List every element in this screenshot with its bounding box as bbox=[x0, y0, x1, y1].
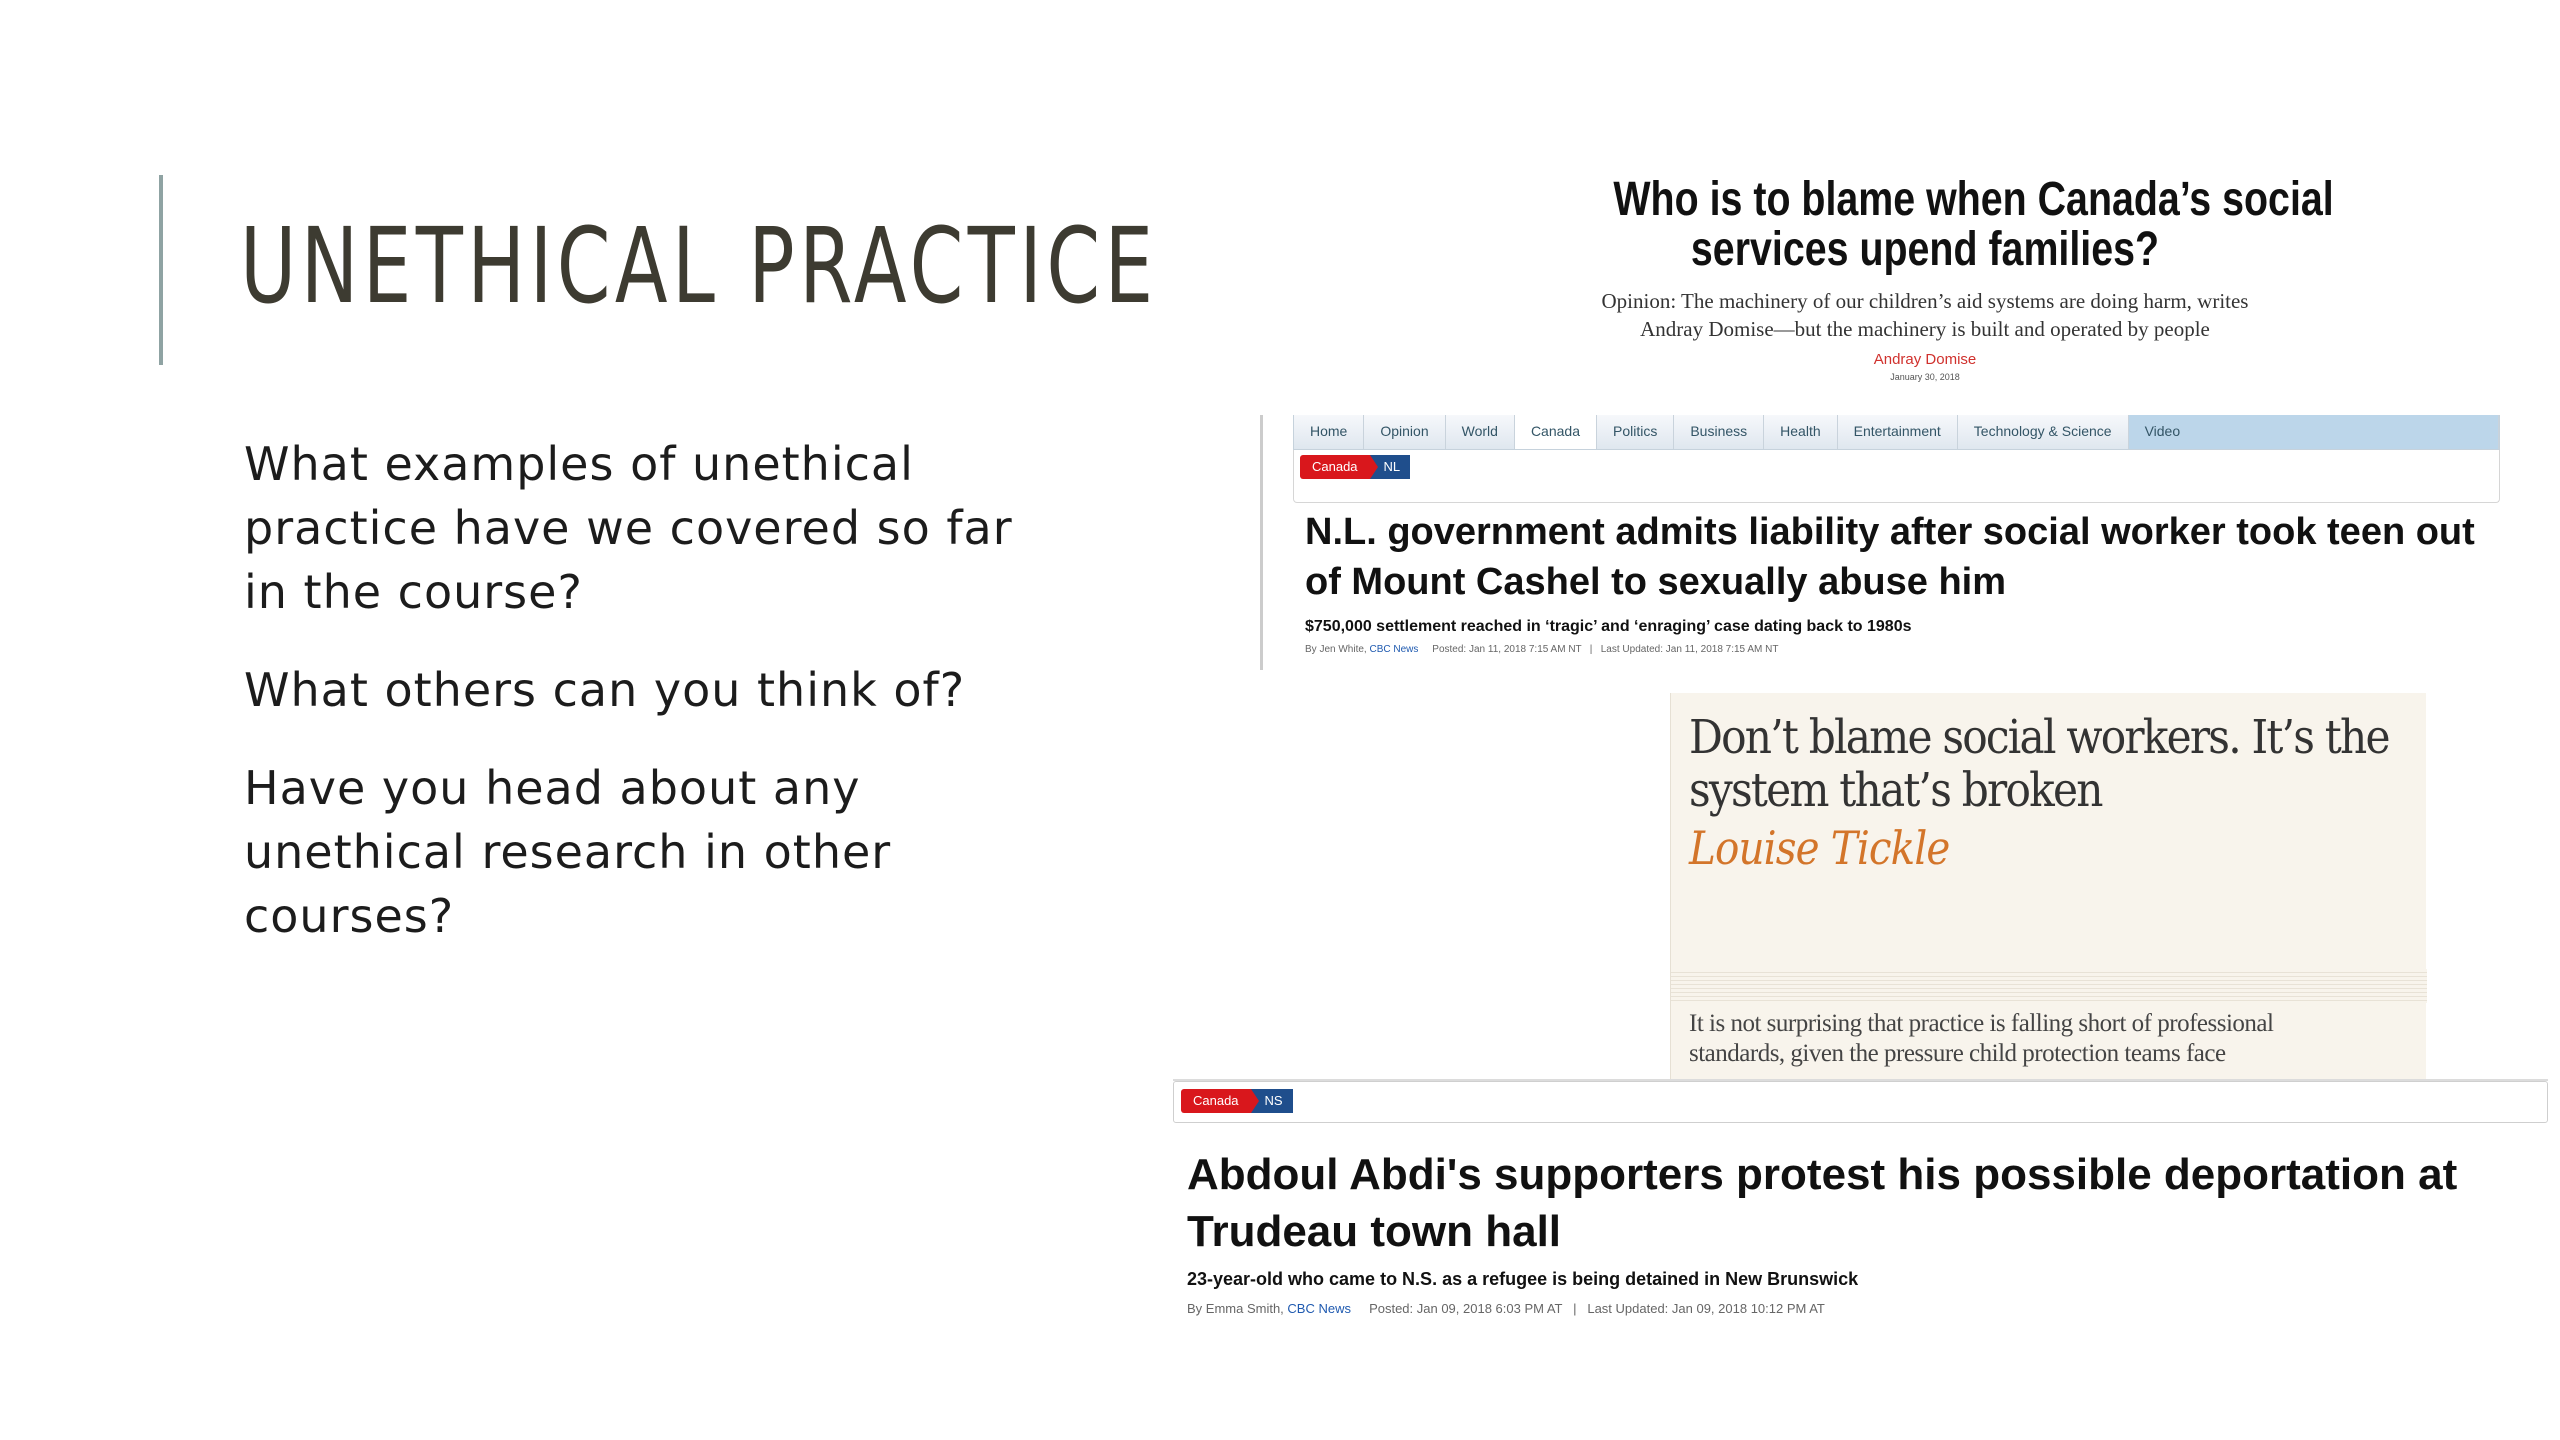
breadcrumb-region[interactable]: NS bbox=[1251, 1089, 1293, 1113]
breadcrumb-bar bbox=[1293, 450, 2500, 503]
nav-item-video[interactable]: Video bbox=[2129, 415, 2499, 449]
article-byline: By Jen White, CBC News Posted: Jan 11, 2018 7:15 AM NT | Last Updated: Jan 11, 2018 7:15 AM NT bbox=[1305, 644, 1779, 655]
title-accent-rule bbox=[159, 175, 163, 365]
headline-line: system that’s broken bbox=[1689, 763, 2102, 818]
article-deck bbox=[1545, 287, 2305, 343]
article-author: Louise Tickle bbox=[1689, 821, 1950, 875]
headline-line: Don’t blame social workers. It’s the bbox=[1689, 710, 2389, 765]
nav-item-politics[interactable]: Politics bbox=[1597, 415, 1674, 449]
byline-author: By Jen White, bbox=[1305, 644, 1367, 655]
headline-line: Who is to blame when Canada’s social bbox=[1613, 173, 2334, 226]
article-author: Andray Domise bbox=[1873, 351, 1977, 368]
article-date: January 30, 2018 bbox=[1890, 372, 1960, 382]
breadcrumb-region[interactable]: NL bbox=[1370, 455, 1411, 479]
breadcrumb-section[interactable]: Canada bbox=[1181, 1089, 1251, 1113]
article-headline bbox=[1613, 173, 2334, 276]
deck-line: Opinion: The machinery of our children’s aid systems are doing harm, writes bbox=[1601, 289, 2249, 313]
byline-org-link[interactable]: CBC News bbox=[1369, 644, 1419, 655]
bullet-list bbox=[244, 432, 1044, 982]
bullet-item: Have you head about any unethical research in other courses? bbox=[244, 761, 892, 943]
nav-item-opinion[interactable]: Opinion bbox=[1364, 415, 1445, 449]
article-subheadline: 23-year-old who came to N.S. as a refugee is being detained in New Brunswick bbox=[1187, 1269, 1859, 1289]
nav-item-canada[interactable]: Canada bbox=[1515, 415, 1597, 449]
slide-title: UNETHICAL PRACTICE bbox=[240, 205, 1158, 327]
nav-item-business[interactable]: Business bbox=[1674, 415, 1764, 449]
breadcrumb-section[interactable]: Canada bbox=[1300, 455, 1370, 479]
standfirst-line: standards, given the pressure child protection teams face bbox=[1689, 1040, 2226, 1067]
nav-item-entertainment[interactable]: Entertainment bbox=[1838, 415, 1958, 449]
nav-item-technology[interactable]: Technology & Science bbox=[1958, 415, 2129, 449]
breadcrumb bbox=[1181, 1089, 1293, 1113]
cbc-nav-bar bbox=[1293, 415, 2500, 450]
breadcrumb-bar bbox=[1173, 1081, 2548, 1123]
breadcrumb bbox=[1300, 455, 1410, 479]
bullet-item: What others can you think of? bbox=[244, 663, 966, 717]
article-headline: N.L. government admits liability after social worker took teen out of Mount Cashel to sexually abuse him bbox=[1305, 511, 2475, 603]
headline-line: services upend families? bbox=[1690, 223, 2160, 276]
byline-updated: Last Updated: Jan 11, 2018 7:15 AM NT bbox=[1600, 644, 1779, 655]
article-headline bbox=[1689, 711, 2389, 817]
article-clipping-cbc-nl bbox=[1260, 415, 2500, 670]
deck-line: Andray Domise—but the machinery is built and operated by people bbox=[1640, 317, 2210, 341]
standfirst-line: It is not surprising that practice is falling short of professional bbox=[1689, 1010, 2274, 1037]
byline-updated: Last Updated: Jan 09, 2018 10:12 PM AT bbox=[1587, 1301, 1825, 1316]
byline-posted: Posted: Jan 09, 2018 6:03 PM AT bbox=[1369, 1301, 1563, 1316]
byline-org-link[interactable]: CBC News bbox=[1287, 1301, 1351, 1316]
nav-item-health[interactable]: Health bbox=[1764, 415, 1837, 449]
article-clipping-macleans bbox=[1545, 173, 2334, 415]
divider bbox=[1260, 415, 1263, 670]
article-headline: Abdoul Abdi's supporters protest his possible deportation at Trudeau town hall bbox=[1187, 1150, 2458, 1256]
byline-posted: Posted: Jan 11, 2018 7:15 AM NT bbox=[1432, 644, 1582, 655]
nav-item-world[interactable]: World bbox=[1446, 415, 1515, 449]
article-subheadline: $750,000 settlement reached in ‘tragic’ and ‘enraging’ case dating back to 1980s bbox=[1305, 618, 1912, 635]
byline-author: By Emma Smith, bbox=[1187, 1301, 1284, 1316]
article-byline: By Emma Smith, CBC News Posted: Jan 09, 2018 6:03 PM AT | Last Updated: Jan 09, 2018 10:12 PM AT bbox=[1187, 1301, 1825, 1316]
nav-item-home[interactable]: Home bbox=[1294, 415, 1364, 449]
article-clipping-cbc-ns bbox=[1173, 1081, 2548, 1351]
article-standfirst bbox=[1689, 1009, 2273, 1069]
bullet-item: What examples of unethical practice have we covered so far in the course? bbox=[244, 437, 1013, 619]
article-clipping-guardian bbox=[1670, 693, 2426, 1083]
divider bbox=[1671, 969, 2427, 1003]
